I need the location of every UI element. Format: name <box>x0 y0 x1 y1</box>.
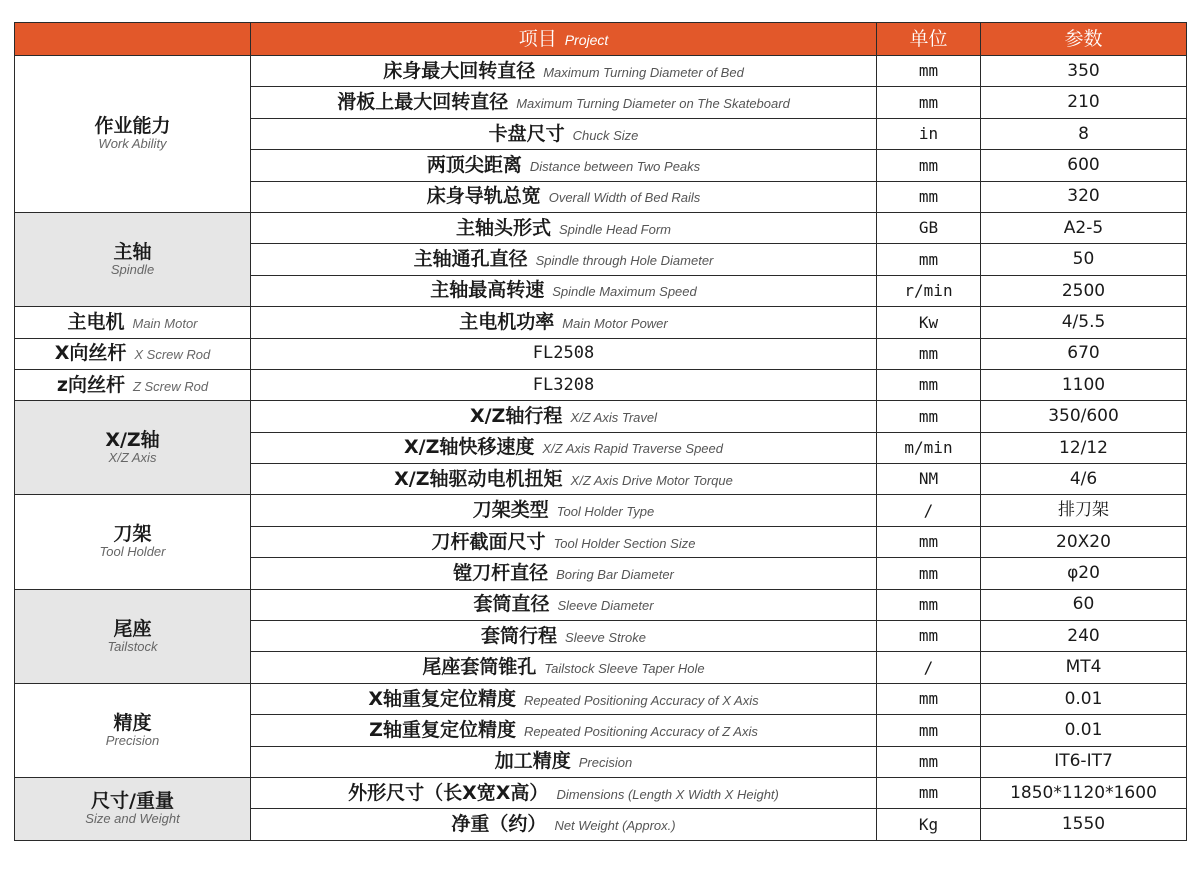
item-cell <box>251 589 877 620</box>
category-cell <box>15 338 251 369</box>
item-en: Maximum Turning Diameter on The Skateboard <box>516 96 790 112</box>
item-cell <box>251 746 877 777</box>
item-en: Overall Width of Bed Rails <box>548 190 701 206</box>
category-cn: 主轴 <box>113 240 152 263</box>
value-cell: 0.01 <box>981 683 1187 714</box>
value-cell: 2500 <box>981 275 1187 306</box>
category-cn: 主电机 <box>67 310 125 333</box>
table-row <box>15 307 1187 338</box>
item-cell <box>251 56 877 87</box>
item-cn: 滑板上最大回转直径 <box>337 91 509 114</box>
category-cn: 尺寸/重量 <box>91 790 174 813</box>
value-cell: 350 <box>981 56 1187 87</box>
category-cn: X/Z轴 <box>105 429 160 452</box>
value-cell: A2-5 <box>981 212 1187 243</box>
item-cn: 外形尺寸（长X宽X高） <box>348 781 549 804</box>
item-en: Precision <box>578 755 633 771</box>
category-cn: 精度 <box>113 711 152 734</box>
value-cell: IT6-IT7 <box>981 746 1187 777</box>
value-cell: 20X20 <box>981 526 1187 557</box>
item-cell <box>251 777 877 808</box>
unit-cell: / <box>877 495 981 526</box>
item-cell <box>251 369 877 400</box>
value-cell: MT4 <box>981 652 1187 683</box>
unit-cell: m/min <box>877 432 981 463</box>
item-cell <box>251 338 877 369</box>
item-cn: 套筒行程 <box>481 624 558 647</box>
unit-cell: mm <box>877 526 981 557</box>
value-cell: 210 <box>981 87 1187 118</box>
item-cell <box>251 212 877 243</box>
category-cell <box>15 401 251 495</box>
category-cn: 作业能力 <box>94 115 171 138</box>
item-en: Sleeve Stroke <box>565 629 646 645</box>
category-cell <box>15 683 251 777</box>
unit-cell: mm <box>877 777 981 808</box>
unit-cell: mm <box>877 181 981 212</box>
category-en: Work Ability <box>98 136 167 152</box>
header-project-en: Project <box>564 31 609 48</box>
item-cn: 刀架类型 <box>472 499 549 522</box>
item-cn: 主轴通孔直径 <box>413 248 528 271</box>
item-cn: 主轴头形式 <box>455 216 551 239</box>
category-en: Tool Holder <box>99 544 166 560</box>
unit-cell: mm <box>877 338 981 369</box>
item-en: Dimensions (Length X Width X Height) <box>556 786 779 802</box>
category-cell <box>15 777 251 840</box>
value-cell: 8 <box>981 118 1187 149</box>
table-row <box>15 338 1187 369</box>
item-cell <box>251 495 877 526</box>
item-en: Sleeve Diameter <box>557 598 654 614</box>
item-cn: 净重（约） <box>451 813 547 836</box>
unit-cell: NM <box>877 464 981 495</box>
item-en: X/Z Axis Rapid Traverse Speed <box>542 441 723 457</box>
item-en: X/Z Axis Travel <box>570 410 658 426</box>
table-row <box>15 495 1187 526</box>
item-en: Net Weight (Approx.) <box>554 818 676 834</box>
category-cn: X向丝杆 <box>54 342 127 365</box>
item-cn: 主轴最高转速 <box>430 279 545 302</box>
item-cell <box>251 87 877 118</box>
item-cell <box>251 150 877 181</box>
item-cell <box>251 526 877 557</box>
item-en: Tool Holder Section Size <box>553 535 696 551</box>
category-en: X Screw Rod <box>134 347 211 363</box>
category-en: Size and Weight <box>85 811 180 827</box>
unit-cell: Kw <box>877 307 981 338</box>
item-cell <box>251 715 877 746</box>
item-cn: 卡盘尺寸 <box>488 122 565 145</box>
item-en: Spindle Head Form <box>559 221 671 237</box>
category-en: Precision <box>105 732 160 748</box>
value-cell: 排刀架 <box>981 495 1187 526</box>
item-cn: Z轴重复定位精度 <box>369 718 516 741</box>
unit-cell: mm <box>877 683 981 714</box>
item-cell <box>251 621 877 652</box>
value-cell: 1100 <box>981 369 1187 400</box>
table-row <box>15 683 1187 714</box>
table-row <box>15 369 1187 400</box>
unit-cell: / <box>877 652 981 683</box>
item-cell <box>251 244 877 275</box>
unit-cell: in <box>877 118 981 149</box>
table-body <box>15 56 1187 841</box>
item-en: Distance between Two Peaks <box>529 158 701 174</box>
table-row <box>15 56 1187 87</box>
item-cell <box>251 464 877 495</box>
unit-cell: mm <box>877 56 981 87</box>
value-cell: 600 <box>981 150 1187 181</box>
item-cn: 镗刀杆直径 <box>453 562 549 584</box>
category-cell <box>15 589 251 683</box>
category-cn: 刀架 <box>113 523 152 546</box>
header-row <box>15 23 1187 56</box>
unit-cell: mm <box>877 244 981 275</box>
item-cn: X/Z轴行程 <box>469 405 563 428</box>
table-row <box>15 401 1187 432</box>
unit-cell: mm <box>877 558 981 589</box>
value-cell: 670 <box>981 338 1187 369</box>
header-unit-cell: 单位 <box>877 23 981 56</box>
category-cell <box>15 495 251 589</box>
value-cell: 0.01 <box>981 715 1187 746</box>
item-cell <box>251 558 877 589</box>
item-model: FL3208 <box>532 374 595 395</box>
value-cell: 1850*1120*1600 <box>981 777 1187 808</box>
category-en: Z Screw Rod <box>132 378 209 394</box>
value-cell: 60 <box>981 589 1187 620</box>
header-project-cell <box>251 23 877 56</box>
item-en: Tailstock Sleeve Taper Hole <box>544 661 705 677</box>
value-cell: 4/5.5 <box>981 307 1187 338</box>
item-cell <box>251 118 877 149</box>
category-cn: z向丝杆 <box>56 373 125 396</box>
unit-cell: mm <box>877 621 981 652</box>
item-en: Spindle through Hole Diameter <box>535 253 714 269</box>
item-model: FL2508 <box>532 343 595 364</box>
header-param-cell: 参数 <box>981 23 1187 56</box>
category-cell <box>15 56 251 213</box>
table-header <box>15 23 1187 56</box>
item-cn: X/Z轴驱动电机扭矩 <box>394 467 563 490</box>
item-cn: X/Z轴快移速度 <box>403 436 535 459</box>
unit-cell: mm <box>877 150 981 181</box>
category-cn: 尾座 <box>113 617 152 640</box>
item-cell <box>251 652 877 683</box>
unit-cell: mm <box>877 369 981 400</box>
value-cell: 12/12 <box>981 432 1187 463</box>
item-cn: 尾座套筒锥孔 <box>422 656 537 679</box>
category-en: Spindle <box>110 261 155 277</box>
table-row <box>15 777 1187 808</box>
item-cn: 刀杆截面尺寸 <box>431 530 546 553</box>
item-cell <box>251 307 877 338</box>
item-cn: 主电机功率 <box>459 310 555 333</box>
header-project-cn: 项目 <box>518 27 557 50</box>
item-en: Spindle Maximum Speed <box>552 284 697 300</box>
item-cell <box>251 809 877 840</box>
item-en: Main Motor Power <box>562 315 668 331</box>
unit-cell: mm <box>877 715 981 746</box>
item-en: Maximum Turning Diameter of Bed <box>543 64 744 80</box>
item-cn: 套筒直径 <box>473 593 550 616</box>
category-en: Tailstock <box>107 638 158 654</box>
item-cn: 床身导轨总宽 <box>426 185 541 208</box>
item-en: X/Z Axis Drive Motor Torque <box>570 472 733 488</box>
unit-cell: Kg <box>877 809 981 840</box>
item-cn: X轴重复定位精度 <box>368 687 517 710</box>
header-blank-cell <box>15 23 251 56</box>
unit-cell: mm <box>877 401 981 432</box>
item-en: Repeated Positioning Accuracy of Z Axis <box>523 723 758 739</box>
value-cell: 4/6 <box>981 464 1187 495</box>
item-en: Tool Holder Type <box>556 504 655 520</box>
category-cell <box>15 307 251 338</box>
item-cell <box>251 401 877 432</box>
value-cell: φ20 <box>981 558 1187 589</box>
spec-table <box>14 22 1187 841</box>
item-cell <box>251 683 877 714</box>
category-cell <box>15 212 251 306</box>
unit-cell: mm <box>877 87 981 118</box>
category-cell <box>15 369 251 400</box>
item-en: Repeated Positioning Accuracy of X Axis <box>524 692 759 708</box>
value-cell: 350/600 <box>981 401 1187 432</box>
unit-cell: GB <box>877 212 981 243</box>
table-row <box>15 212 1187 243</box>
value-cell: 50 <box>981 244 1187 275</box>
value-cell: 320 <box>981 181 1187 212</box>
item-cell <box>251 181 877 212</box>
value-cell: 1550 <box>981 809 1187 840</box>
category-en: X/Z Axis <box>108 450 157 466</box>
item-cn: 床身最大回转直径 <box>383 59 536 82</box>
item-cell <box>251 432 877 463</box>
unit-cell: mm <box>877 746 981 777</box>
item-en: Chuck Size <box>572 127 639 143</box>
item-cell <box>251 275 877 306</box>
table-row <box>15 589 1187 620</box>
item-en: Boring Bar Diameter <box>556 567 674 582</box>
category-en: Main Motor <box>132 315 198 331</box>
item-cn: 加工精度 <box>494 750 571 773</box>
unit-cell: mm <box>877 589 981 620</box>
value-cell: 240 <box>981 621 1187 652</box>
unit-cell: r/min <box>877 275 981 306</box>
item-cn: 两顶尖距离 <box>426 153 522 176</box>
